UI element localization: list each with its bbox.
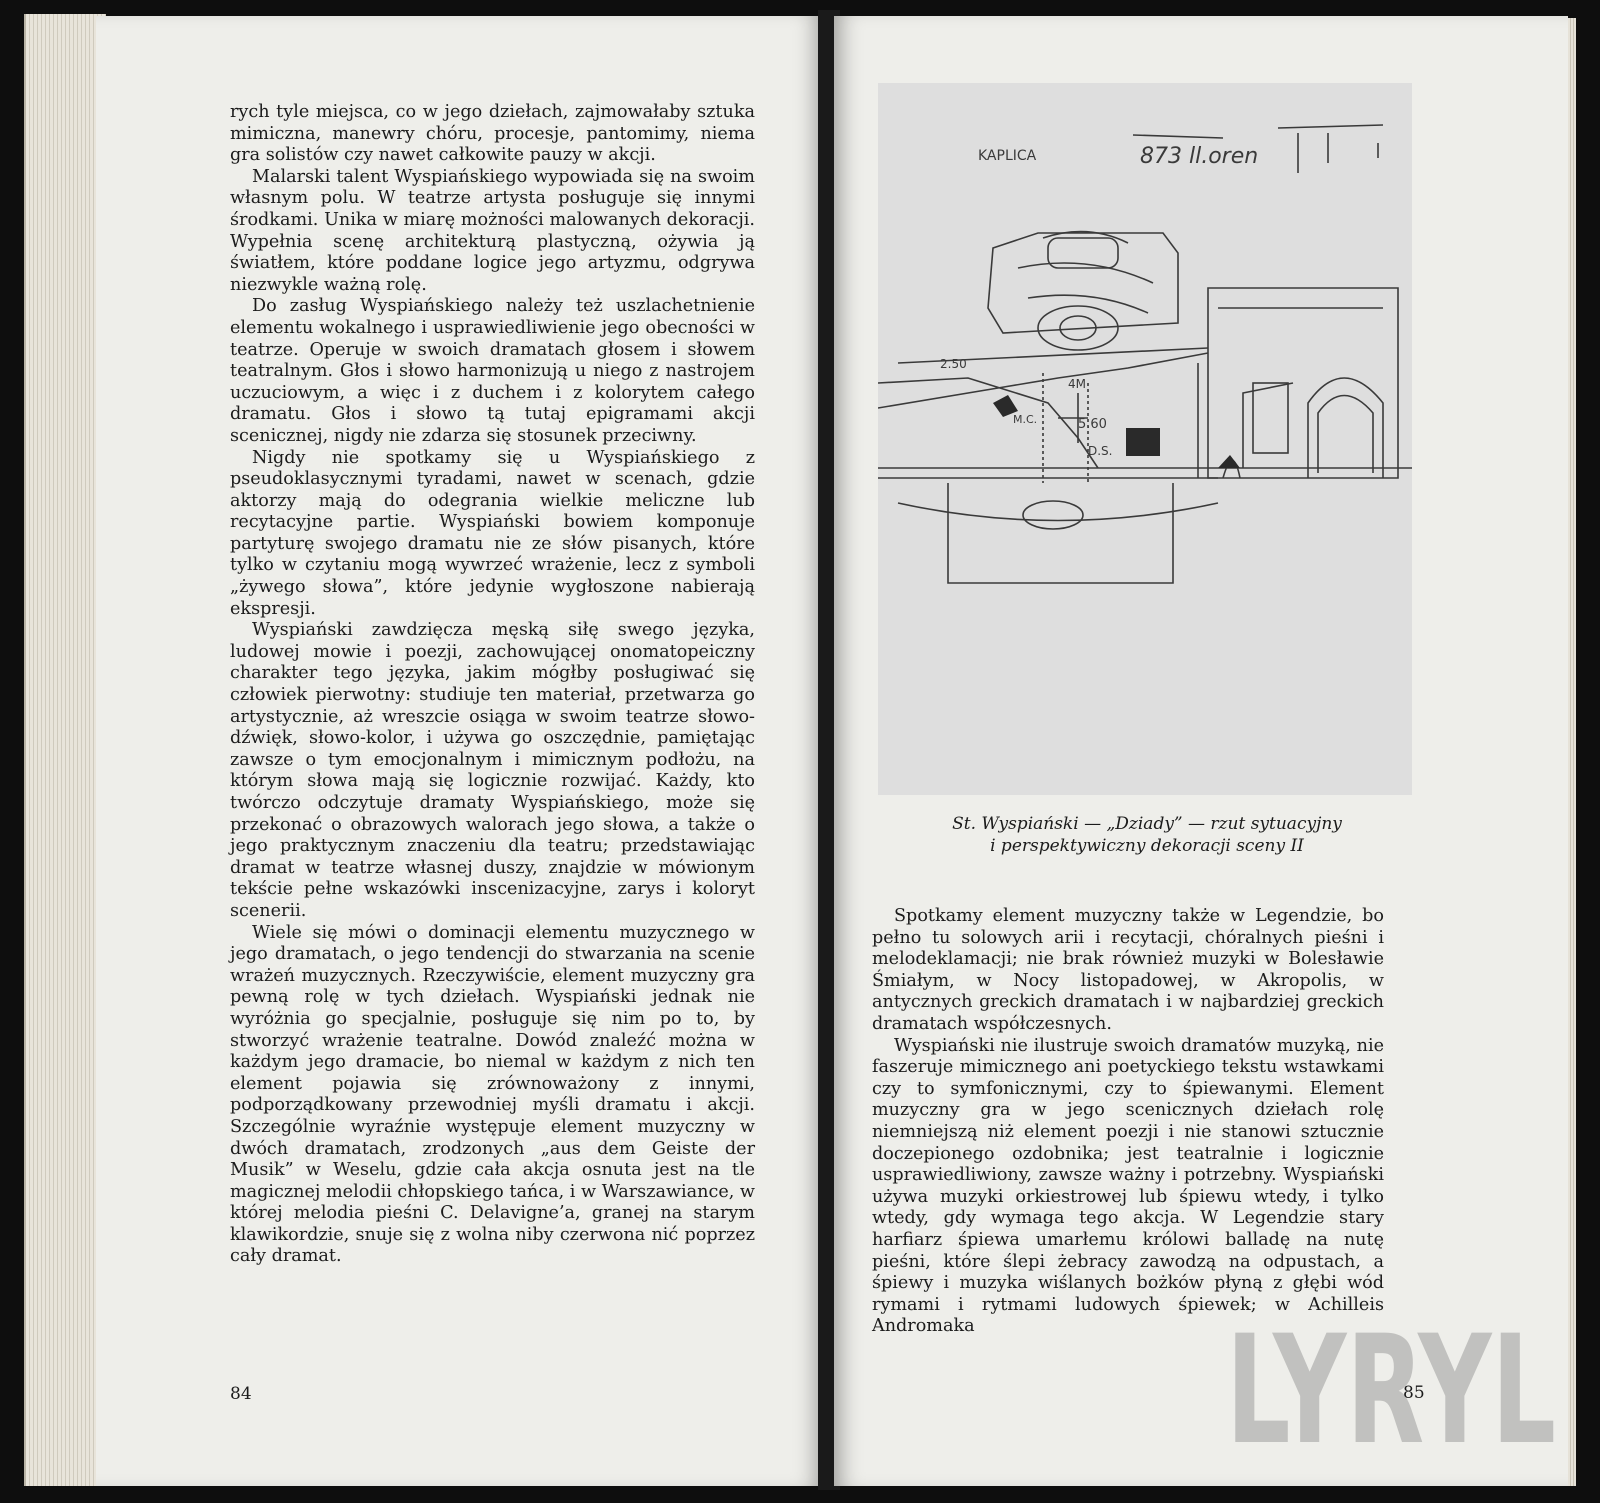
caption-line-1: St. Wyspiański — „Dziady” — rzut sytuacyjny: [952, 814, 1342, 834]
left-paragraph: rych tyle miejsca, co w jego dziełach, zajmowałaby sztuka mimiczna, manewry chóru, procesje, pantomimy, niema gra solistów czy nawet całkowite pauzy w akcji.: [230, 102, 755, 166]
sketch-label-4m: 4M: [1068, 377, 1086, 391]
left-paragraph: Nigdy nie spotkamy się u Wyspiańskiego z pseudoklasycznymi tyradami, nawet w scenach, gdzie aktorzy mają do odegrania wielkie meliczne lub recytacyjne partie. Wyspiański bowiem komponuje partyturę swojego dramatu nie ze słów pisanych, które tylko w czytaniu mogą wywrzeć wrażenie, lecz z symboli „żywego słowa”, które jedynie wygłoszone nabierają ekspresji.: [230, 447, 755, 619]
right-text-column: [872, 906, 1384, 1338]
left-paragraph: Wiele się mówi o dominacji elementu muzycznego w jego dramatach, o jego tendencji do stwarzania na scenie wrażeń muzycznych. Rzeczywiście, element muzyczny gra pewną rolę w tych dziełach. Wyspiański jednak nie wyróżnia go specjalnie, posługuje się nim po to, by stworzyć wrażenie teatralne. Dowód znaleźć można w każdym jego dramacie, bo niemal w każdym z nich ten element pojawia się zrównoważony z innymi, podporządkowany przewodniej myśli dramatu i akcji. Szczególnie wyraźnie występuje element muzyczny w dwóch dramatach, zrodzonych „aus dem Geiste der Musik” w Weselu, gdzie cała akcja osnuta jest na tle magicznej melodii chłopskiego tańca, i w Warszawiance, w której melodia pieśni C. Delavigne’a, granej na starym klawikordzie, snuje się z wolna niby czerwona nić poprzez cały dramat.: [230, 922, 755, 1267]
right-paragraph: Wyspiański nie ilustruje swoich dramatów muzyką, nie faszeruje mimicznego ani poetyckiego tekstu wstawkami czy to symfonicznymi, czy to śpiewanymi. Element muzyczny gra w jego scenicznych dziełach rolę niemniejszą niż element poezji i nie stanowi sztucznie doczepionego ozdobnika; jest teatralnie i logicznie usprawiedliwiony, zawsze ważny i potrzebny. Wyspiański używa muzyki orkiestrowej lub śpiewu wtedy, i tylko wtedy, gdy wymaga tego akcja. W Legendzie stary harfiarz śpiewa umarłemu królowi balladę na nutę pieśni, które ślepi żebracy zawodzą na odpustach, a śpiewy i muzyka wiślanych bożków płyną z głębi wód rymami i rytmami ludowych śpiewek; w Achilleis Andromaka: [872, 1035, 1384, 1337]
left-page-edges: [24, 14, 106, 1486]
stage-sketch-figure: [878, 83, 1412, 795]
caption-line-2: i perspektywiczny dekoracji sceny II: [990, 836, 1304, 856]
left-page-number: 84: [230, 1384, 252, 1404]
left-text-column: [230, 102, 755, 1268]
sketch-label-ds: D.S.: [1088, 444, 1113, 458]
lyryl-watermark: [1226, 1312, 1556, 1452]
stage-sketch-drawing: [878, 83, 1412, 795]
left-page: [96, 16, 822, 1486]
sketch-label-250: 2.50: [940, 357, 967, 371]
right-page-number: 85: [1403, 1383, 1425, 1403]
figure-caption: [874, 813, 1420, 857]
sketch-label-chapel: KAPLICA: [978, 148, 1037, 164]
sketch-label-mc: M.C.: [1013, 413, 1038, 426]
right-paragraph: Spotkamy element muzyczny także w Legendzie, bo pełno tu solowych arii i recytacji, chóralnych pieśni i melodeklamacji; nie brak również muzyki w Bolesławie Śmiałym, w Nocy listopadowej, w Akropolis, w antycznych greckich dramatach i w najbardziej greckich dramatach współczesnych.: [872, 906, 1384, 1034]
sketch-label-560: 5.60: [1078, 417, 1107, 432]
right-page: [834, 16, 1568, 1486]
svg-text:LYRYL: LYRYL: [1226, 1312, 1556, 1452]
left-paragraph: Wyspiański zawdzięcza męską siłę swego języka, ludowej mowie i poezji, zachowującej onomatopeiczny charakter tego języka, jakim mógłby posługiwać się człowiek pierwotny: studiuje ten materiał, przetwarza go artystycznie, aż wreszcie osiąga w swoim teatrze słowo-dźwięk, słowo-kolor, i używa go oszczędnie, pamiętając zawsze o tym emocjonalnym i mimicznym podłożu, na którym słowa mają się logicznie rozwijać. Każdy, kto twórczo odczytuje dramaty Wyspiańskiego, może się przekonać o obrazowych walorach jego słowa, a także o jego praktycznym znaczeniu dla teatru; przedstawiając dramat w teatrze własnej duszy, znajdzie w mówionym tekście pełne wskazówki inscenizacyjne, zarys i koloryt scenerii.: [230, 620, 755, 921]
left-paragraph: Do zasług Wyspiańskiego należy też uszlachetnienie elementu wokalnego i usprawiedliwienie jego obecności w teatrze. Operuje w swoich dramatach głosem i słowem teatralnym. Głos i słowo harmonizują u niego z nastrojem uczuciowym, a więc i z duchem i z kolorytem całego dramatu. Głos i słowo tą tutaj epigramami akcji scenicznej, nigdy nie zdarza się stosunek przeciwny.: [230, 296, 755, 446]
sketch-label-number: 873 ll.oren: [1140, 144, 1259, 169]
left-paragraph: Malarski talent Wyspiańskiego wypowiada się na swoim własnym polu. W teatrze artysta posługuje się innymi środkami. Unika w miarę możności malowanych dekoracji. Wypełnia scenę architekturą plastyczną, ożywia ją światłem, które poddane logice jego artyzmu, odgrywa niezwykle ważną rolę.: [230, 166, 755, 295]
